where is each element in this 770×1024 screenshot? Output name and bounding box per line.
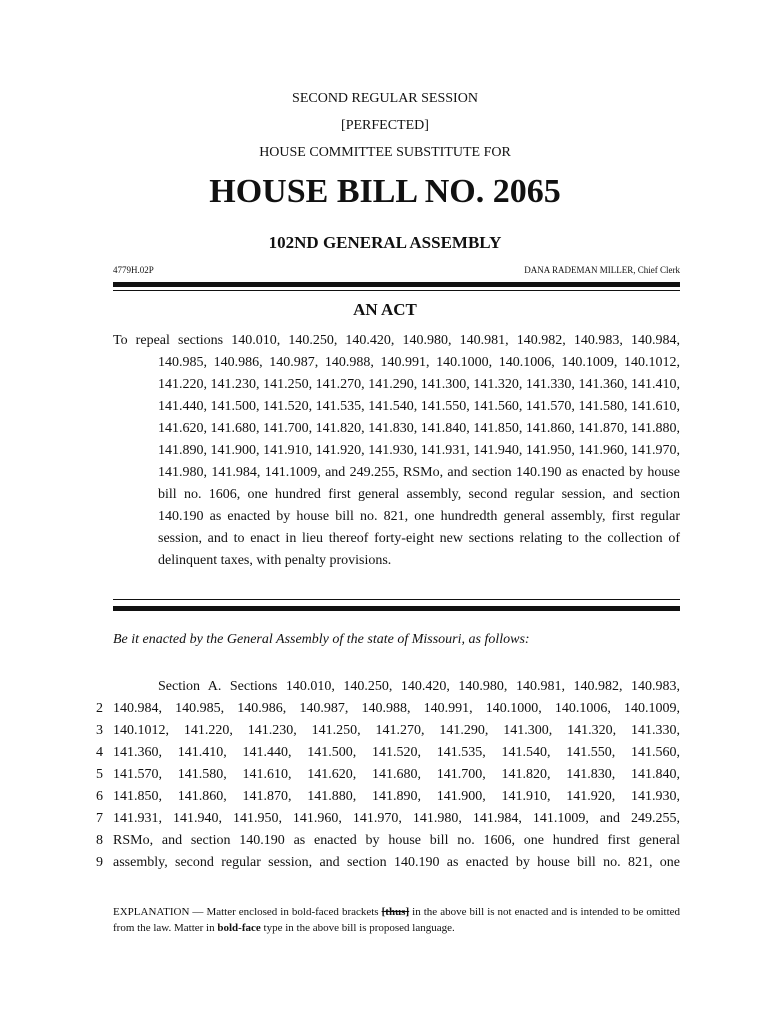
act-title-paragraph: To repeal sections 140.010, 140.250, 140.420, 140.980, 140.981, 140.982, 140.983, 140.984, 140.985, 140.986, 140.987, 140.988, 140.991, 140.1000, 140.1006, 140.1009, 140.1012, 141.220, 141.230, 141.250, 141.270, 141.290, 141.300, 141.320, 141.330, 141.360, 141.410, 141.440, 141.500, 141.520, 141.535, 141.540, 141.550, 141.560, 141.570, 141.580, 141.610, 141.620, 141.680, 141.700, 141.820, 141.830, 141.840, 141.850, 141.860, 141.870, 141.880, 141.890, 141.900, 141.910, 141.920, 141.930, 141.931, 141.940, 141.950, 141.960, 141.970, 141.980, 141.984, 141.1009, and 249.255, RSMo, and section 140.190 as enacted by house bill no. 1606, one hundred first general assembly, second regular session, and section 140.190 as enacted by house bill no. 821, one hundredth general assembly, first regular session, and to enact in lieu thereof forty-eight new sections relating to the collection of delinquent taxes, with penalty provisions. [113,333,680,568]
section-line: Section A. Sections 140.010, 140.250, 140.420, 140.980, 140.981, 140.982, 140.983, [158,679,680,694]
line-number: 7 [96,811,103,826]
chief-clerk: DANA RADEMAN MILLER, Chief Clerk [524,265,680,275]
line-number: 8 [96,833,103,848]
line-number: 6 [96,789,103,804]
general-assembly: 102ND GENERAL ASSEMBLY [268,233,502,252]
explanation-text-3: type in the above bill is proposed language. [263,922,455,934]
section-line: 140.1012, 141.220, 141.230, 141.250, 141.270, 141.290, 141.300, 141.320, 141.330, [113,723,680,738]
bill-title: HOUSE BILL NO. 2065 [209,173,561,210]
section-line: RSMo, and section 140.190 as enacted by house bill no. 1606, one hundred first general [113,833,680,848]
line-number: 4 [96,745,103,760]
enacting-clause: Be it enacted by the General Assembly of the state of Missouri, as follows: [113,632,530,647]
section-line: 140.984, 140.985, 140.986, 140.987, 140.988, 140.991, 140.1000, 140.1006, 140.1009, [113,701,680,716]
header-rule-thin [113,290,680,291]
bracket-example: [thus] [381,906,410,918]
explanation-text-2: in the above bill is not enacted and is intended to be omitted from the law. Matter in [113,906,681,934]
line-number: 9 [96,855,103,870]
committee-substitute-line: HOUSE COMMITTEE SUBSTITUTE FOR [259,145,511,160]
section-line: 141.570, 141.580, 141.610, 141.620, 141.680, 141.700, 141.820, 141.830, 141.840, [113,767,680,782]
line-number: 3 [96,723,103,738]
section-line: assembly, second regular session, and section 140.190 as enacted by house bill no. 821, one [113,855,680,870]
line-number: 2 [96,701,103,716]
section-line: 141.360, 141.410, 141.440, 141.500, 141.520, 141.535, 141.540, 141.550, 141.560, [113,745,680,760]
document-code: 4779H.02P [113,265,154,275]
bold-face-example: bold-face [217,922,261,934]
body-rule-thick [113,606,680,611]
header-rule-thick [113,282,680,287]
line-number: 5 [96,767,103,782]
section-line: 141.931, 141.940, 141.950, 141.960, 141.970, 141.980, 141.984, 141.1009, and 249.255, [113,811,680,826]
perfected-status: [PERFECTED] [341,118,429,133]
session-line: SECOND REGULAR SESSION [292,91,478,106]
body-rule-thin [113,599,680,600]
an-act-heading: AN ACT [353,300,417,319]
explanation-label: EXPLANATION — [113,906,204,918]
section-line: 141.850, 141.860, 141.870, 141.880, 141.890, 141.900, 141.910, 141.920, 141.930, [113,789,680,804]
explanation-footnote [113,904,680,936]
explanation-text-1: Matter enclosed in bold-faced brackets [206,906,379,918]
